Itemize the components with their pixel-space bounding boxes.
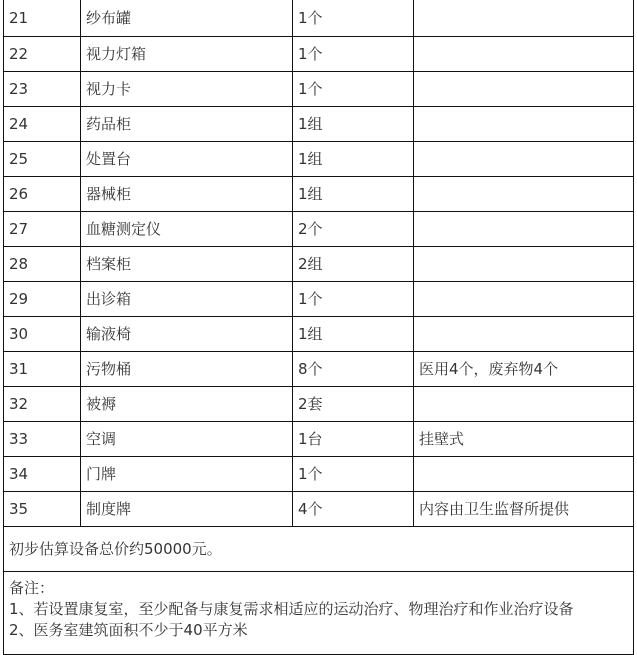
- table-row: [4, 387, 634, 422]
- notes-line: 2、医务室建筑面积不少于40平方米: [9, 621, 248, 639]
- table-row: [4, 317, 634, 352]
- equipment-note: [414, 107, 634, 142]
- equipment-note: [414, 212, 634, 247]
- notes-line: 1、若设置康复室，至少配备与康复需求相适应的运动治疗、物理治疗和作业治疗设备: [9, 600, 574, 618]
- equipment-name: 器械柜: [81, 177, 293, 212]
- equipment-quantity: 1个: [293, 37, 414, 72]
- table-row: [4, 422, 634, 457]
- table-row: [4, 37, 634, 72]
- equipment-name: 出诊箱: [81, 282, 293, 317]
- notes-row: [4, 572, 634, 655]
- equipment-name: 血糖测定仪: [81, 212, 293, 247]
- equipment-note: [414, 317, 634, 352]
- table-row: [4, 0, 634, 37]
- row-number: 23: [4, 72, 81, 107]
- equipment-name: 空调: [81, 422, 293, 457]
- row-number: 35: [4, 492, 81, 527]
- table-row: [4, 72, 634, 107]
- equipment-quantity: 4个: [293, 492, 414, 527]
- equipment-note: 内容由卫生监督所提供: [414, 492, 634, 527]
- table-row: [4, 282, 634, 317]
- row-number: 27: [4, 212, 81, 247]
- equipment-note: [414, 142, 634, 177]
- equipment-quantity: 2套: [293, 387, 414, 422]
- equipment-name: 档案柜: [81, 247, 293, 282]
- table-row: [4, 177, 634, 212]
- row-number: 28: [4, 247, 81, 282]
- equipment-quantity: 1组: [293, 317, 414, 352]
- row-number: 29: [4, 282, 81, 317]
- row-number: 30: [4, 317, 81, 352]
- table-row: [4, 492, 634, 527]
- equipment-note: [414, 0, 634, 37]
- equipment-note: [414, 177, 634, 212]
- equipment-name: 被褥: [81, 387, 293, 422]
- equipment-note: [414, 387, 634, 422]
- equipment-note: [414, 247, 634, 282]
- equipment-quantity: 1个: [293, 282, 414, 317]
- equipment-name: 输液椅: [81, 317, 293, 352]
- equipment-quantity: 1组: [293, 107, 414, 142]
- equipment-name: 纱布罐: [81, 0, 293, 37]
- row-number: 22: [4, 37, 81, 72]
- equipment-quantity: 2个: [293, 212, 414, 247]
- row-number: 32: [4, 387, 81, 422]
- row-number: 33: [4, 422, 81, 457]
- table-row: [4, 107, 634, 142]
- equipment-name: 门牌: [81, 457, 293, 492]
- total-row: [4, 527, 634, 572]
- equipment-quantity: 1组: [293, 142, 414, 177]
- equipment-note: [414, 282, 634, 317]
- equipment-table-body: [4, 0, 634, 655]
- equipment-name: 制度牌: [81, 492, 293, 527]
- row-number: 34: [4, 457, 81, 492]
- notes-cell: [4, 572, 634, 655]
- equipment-name: 视力灯箱: [81, 37, 293, 72]
- table-row: [4, 212, 634, 247]
- equipment-note: [414, 457, 634, 492]
- equipment-quantity: 1个: [293, 0, 414, 37]
- equipment-document: [3, 0, 633, 655]
- equipment-name: 视力卡: [81, 72, 293, 107]
- equipment-note: [414, 37, 634, 72]
- table-row: [4, 457, 634, 492]
- equipment-note: 医用4个，废弃物4个: [414, 352, 634, 387]
- row-number: 25: [4, 142, 81, 177]
- equipment-note: 挂壁式: [414, 422, 634, 457]
- equipment-quantity: 1个: [293, 457, 414, 492]
- row-number: 31: [4, 352, 81, 387]
- equipment-name: 处置台: [81, 142, 293, 177]
- equipment-note: [414, 72, 634, 107]
- row-number: 26: [4, 177, 81, 212]
- equipment-table: [3, 0, 634, 655]
- equipment-quantity: 8个: [293, 352, 414, 387]
- notes-title: 备注：: [9, 579, 55, 597]
- table-row: [4, 247, 634, 282]
- total-estimate: 初步估算设备总价约50000元。: [4, 527, 634, 572]
- equipment-name: 药品柜: [81, 107, 293, 142]
- equipment-quantity: 1个: [293, 72, 414, 107]
- equipment-quantity: 2组: [293, 247, 414, 282]
- equipment-name: 污物桶: [81, 352, 293, 387]
- equipment-quantity: 1台: [293, 422, 414, 457]
- row-number: 21: [4, 0, 81, 37]
- row-number: 24: [4, 107, 81, 142]
- table-row: [4, 142, 634, 177]
- equipment-quantity: 1组: [293, 177, 414, 212]
- table-row: [4, 352, 634, 387]
